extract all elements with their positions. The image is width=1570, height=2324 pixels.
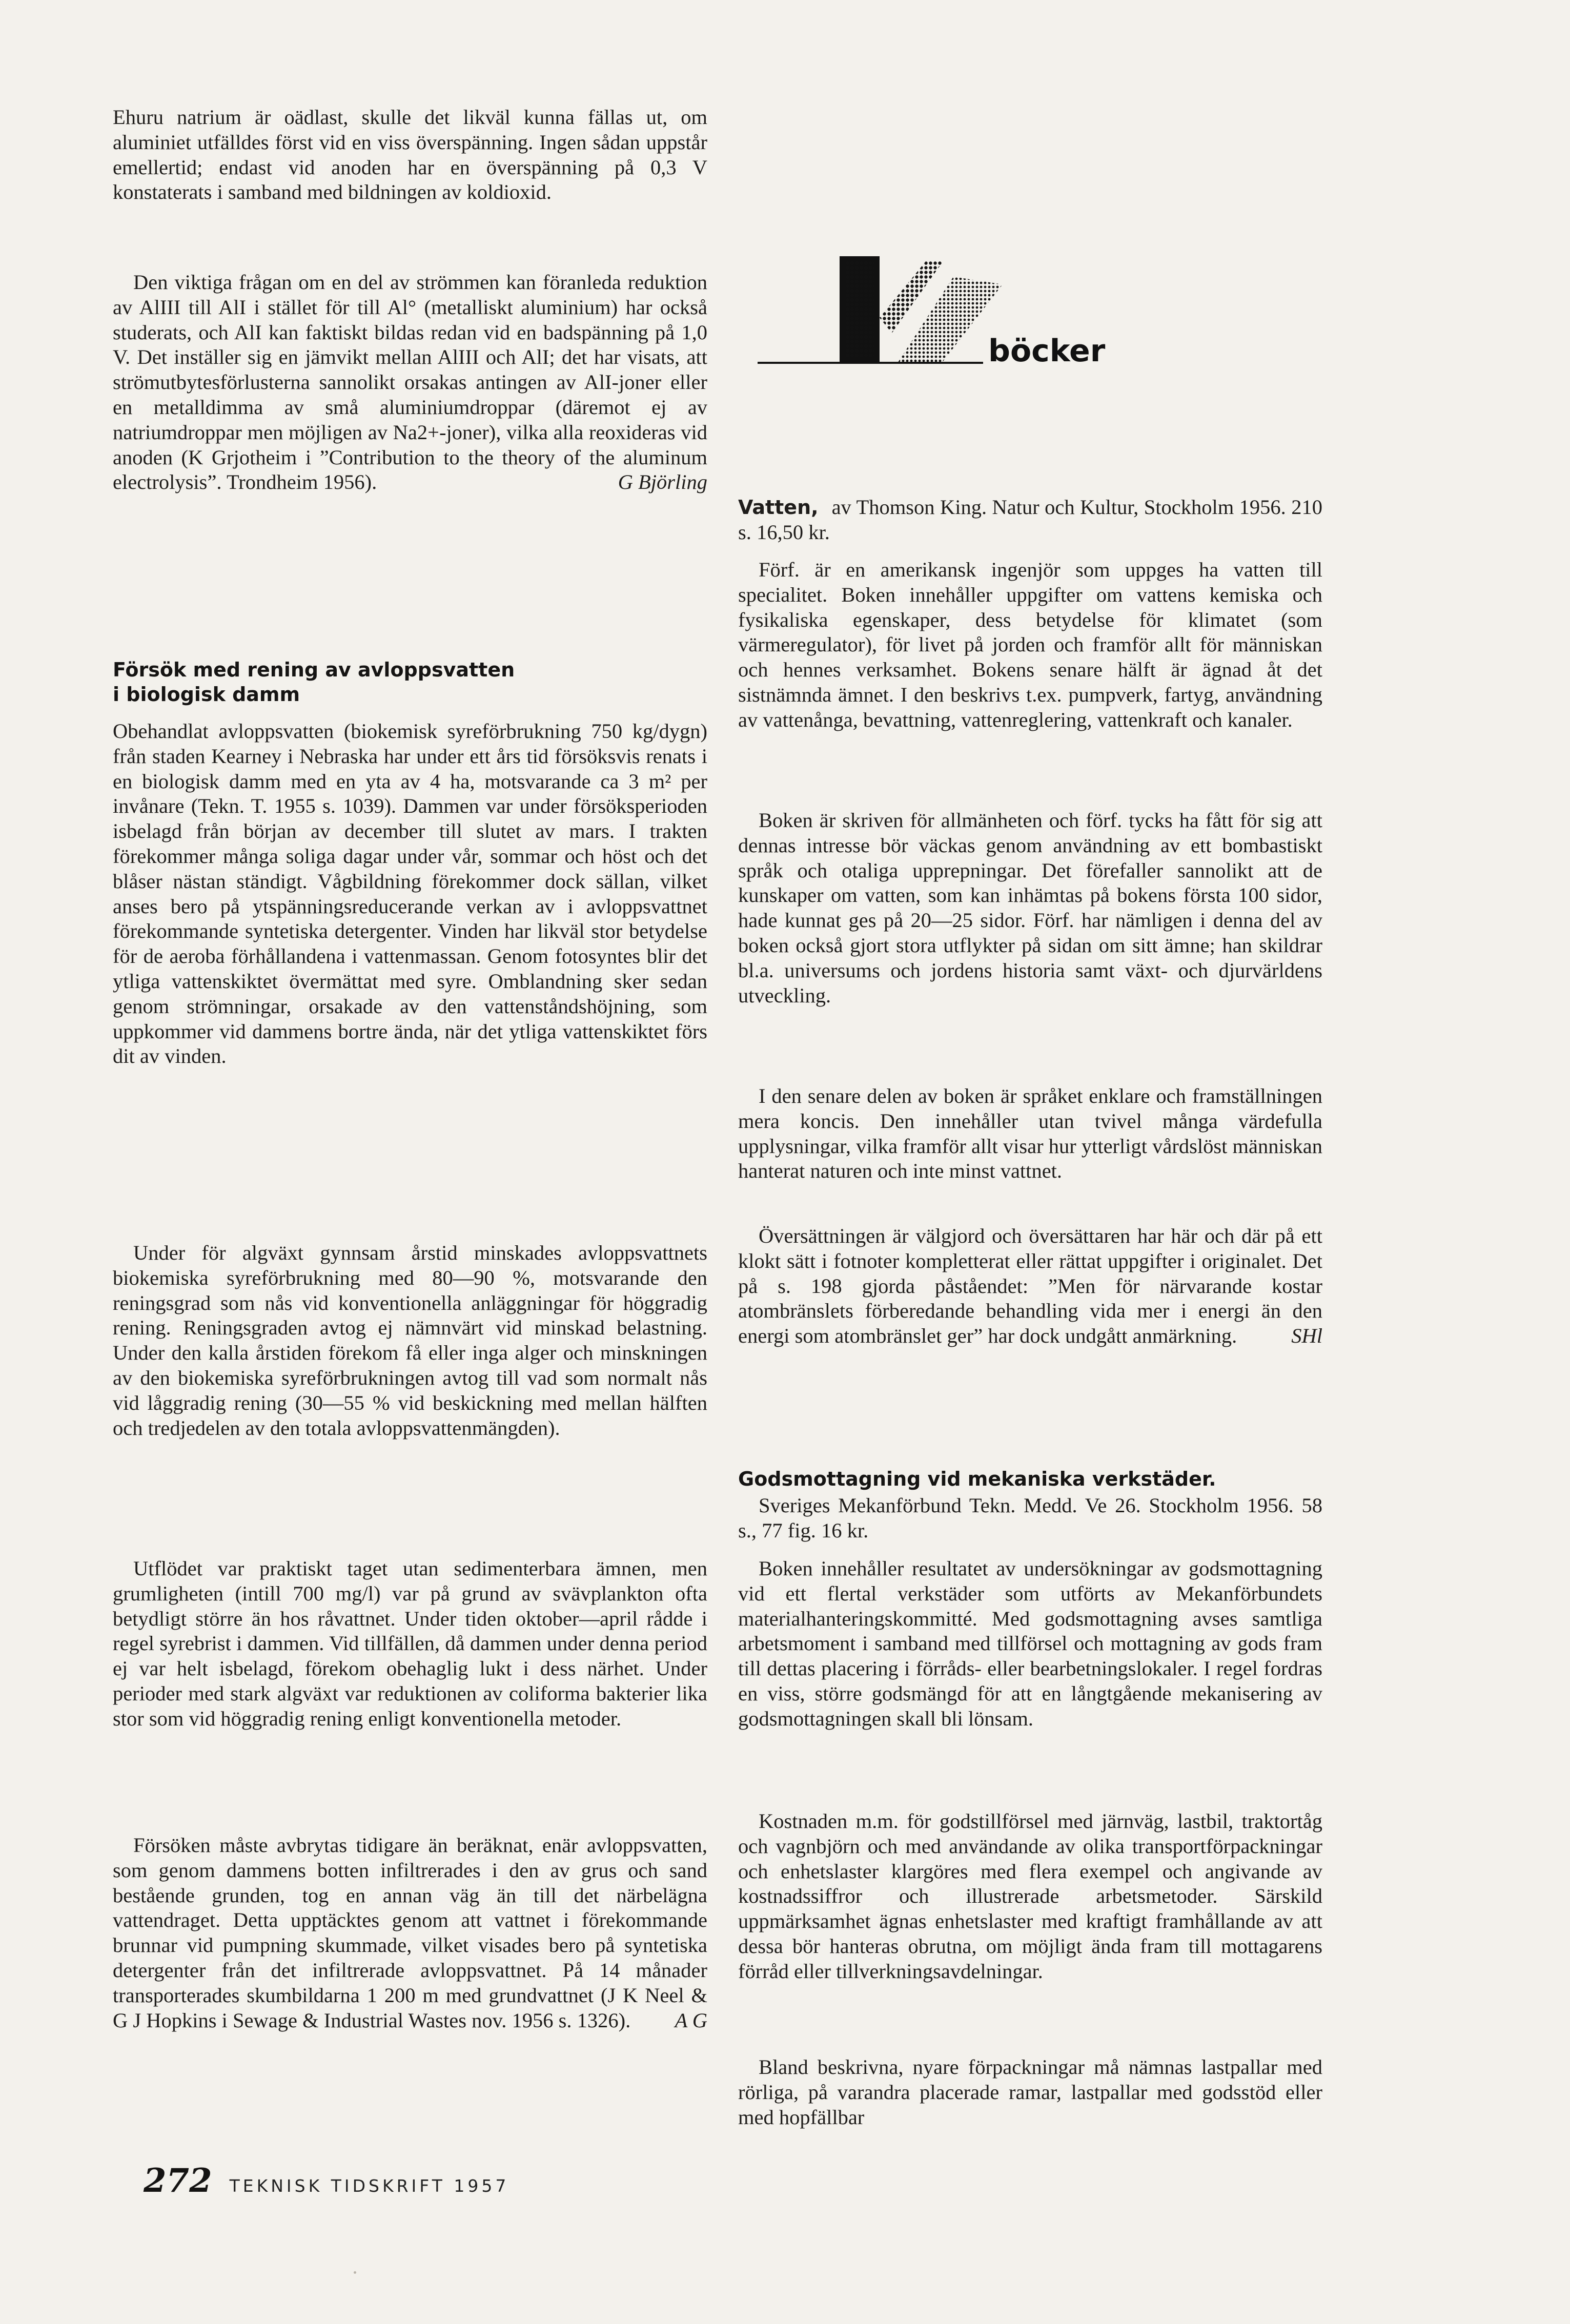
page-footer <box>144 2162 509 2200</box>
book1-paragraph-4 <box>738 1224 1322 1349</box>
paper-speck <box>354 2271 356 2274</box>
intro-paragraph-2-text: Den viktiga frågan om en del av strömmen kan föranleda reduktion av AlIII till AlI i stället för till Al° (metalliskt aluminium) har också studerats, och AlI kan faktiskt bildas redan vid en badspänning på 1,0 V. Det inställer sig en jämvikt mellan AlIII och AlI; det har visats, att strömutbytesförlusterna sannolikt orsakas antingen av AlI-joner eller en metalldimma av små aluminiumdroppar (däremot ej av natriumdroppar men möjligen av Na2+-joner), vilka alla reoxideras vid anoden (K Grjotheim i ”Contribution to the theory of the aluminum electrolysis”. Trondheim 1956). <box>113 271 707 494</box>
journal-name: TEKNISK TIDSKRIFT 1957 <box>229 2176 509 2196</box>
article-paragraph-2: Under för algväxt gynnsam årstid minskades avloppsvattnets biokemiska syreförbrukning med 80—90 %, motsvarande den reningsgrad som nås vid konventionella anläggningar för höggradig rening. Reningsgraden avtog ej nämnvärt vid minskad belastning. Under den kalla årstiden förekom få eller inga alger och minskningen av den biokemiska syreförbrukningen avtog till vad som normalt nås vid låggradig rening (30—55 % vid beskickning med mellan hälften och tredjedelen av den totala avloppsvattenmängden). <box>113 1241 707 1439</box>
article-heading <box>113 657 515 707</box>
article-paragraph-3: Utflödet var praktiskt taget utan sedimenterbara ämnen, men grumligheten (intill 700 mg/l) var på grund av svävplankton ofta betydligt större än hos råvattnet. Under tiden oktober—april rådde i regel syrebrist i dammen. Vid tillfällen, då dammen under denna period ej var helt isbelagd, förekom obehaglig lukt i dess närhet. Under perioder med stark algväxt var reduktionen av coliforma bakterier lika stor som vid höggradig rening enligt konventionella metoder. <box>113 1557 707 1730</box>
book1-title: Vatten, <box>738 496 819 519</box>
book1-paragraph-1: Förf. är en amerikansk ingenjör som uppges ha vatten till specialitet. Boken innehåller uppgifter om vattens kemiska och fysikaliska egenskaper, dess betydelse för klimatet (som värmeregulator), för livet på jorden och framför allt för människan och hennes verksamhet. Bokens senare hälft är ägnad åt det sistnämnda ämnet. I den beskrivs t.ex. pumpverk, fartyg, användning av vattenånga, bevattning, vattenreglering, vattenkraft och kanaler. <box>738 558 1322 731</box>
book1-paragraph-2: Boken är skriven för allmänheten och förf. tycks ha fått för sig att dennas intresse bör väckas genom användning av ett bombastiskt språk och otaliga upprepningar. Det förefaller sannolikt att de kunskaper om vatten, som kan inhämtas på bokens första 100 sidor, hade kunnat ges på 20—25 sidor. Förf. har nämligen i denna del av boken också gjort stora utflykter på sidan om sitt ämne; han skildrar bl.a. universums och jordens historia samt växt- och djurvärldens utveckling. <box>738 809 1322 1007</box>
book2-paragraph-2: Kostnaden m.m. för godstillförsel med järnväg, lastbil, traktortåg och vagnbjörn och med användande av olika transportförpackningar och enhetslaster klargöres med flera exempel och angivande av kostnadssiffror och illustrerade arbetsmetoder. Särskild uppmärksamhet ägnas enhetslaster med kraftigt framhållande av att dessa bör hanteras obrutna, om möjligt ända fram till mottagarens förråd eller tillverkningsavdelningar. <box>738 1809 1322 1983</box>
book1-entry-header <box>738 495 1322 545</box>
intro-paragraph-2 <box>113 270 707 495</box>
book2-title: Godsmottagning vid mekaniska verkstäder. <box>738 1468 1216 1490</box>
book2-meta: Sveriges Mekanförbund Tekn. Medd. Ve 26. Stockholm 1956. 58 s., 77 fig. 16 kr. <box>738 1494 1322 1542</box>
page-number: 272 <box>144 2162 212 2200</box>
bocker-section-logo <box>758 256 1147 374</box>
bocker-label: böcker <box>988 333 1106 369</box>
book1-paragraph-3: I den senare delen av boken är språket enklare och framställningen mera koncis. Den innehåller utan tvivel många värdefulla upplysningar, vilka framför allt visar hur ytterligt vårdslöst människan hanterat naturen och inte minst vattnet. <box>738 1084 1323 1183</box>
intro-paragraph-1: Ehuru natrium är oädlast, skulle det likväl kunna fällas ut, om aluminiet utfälldes först vid en viss överspänning. Ingen sådan uppstår emellertid; endast vid anoden har en överspänning på 0,3 V konstaterats i samband med bildningen av koldioxid. <box>113 106 707 204</box>
intro-signature: G Björling <box>618 470 707 494</box>
article-signature: A G <box>675 2008 707 2032</box>
article-paragraph-4-text: Försöken måste avbrytas tidigare än beräknat, enär avloppsvatten, som genom dammens botten infiltrerades i den av grus och sand bestående grunden, tog en annan väg än till det närbelägna vattendraget. Detta upptäcktes genom att vattnet i förekommande brunnar vid pumpning skummade, vilket visades bero på syntetiska detergenter från det infiltrerade avloppsvattnet. På 14 månader transporterades skumbildarna 1 200 m med grundvattnet (J K Neel & G J Hopkins i Sewage & Industrial Wastes nov. 1956 s. 1326). <box>113 1834 707 2032</box>
article-paragraph-1: Obehandlat avloppsvatten (biokemisk syreförbrukning 750 kg/dygn) från staden Kearney i Nebraska har under ett års tid försöksvis renats i en biologisk damm med en yta av 4 ha, motsvarande ca 3 m² per invånare (Tekn. T. 1955 s. 1039). Dammen var under försöksperioden isbelagd från början av december till slutet av mars. I trakten förekommer många soliga dagar under vår, sommar och höst och det blåser nästan ständigt. Vågbildning förekommer dock sällan, vilket anses bero på ytspänningsreducerande verkan av i avloppsvattnet förekommande syntetiska detergenter. Vinden har likväl stor betydelse för de aeroba förhållandena i vattenmassan. Genom fotosyntes blir det ytliga vattenskiktet övermättat med syre. Omblandning sker sedan genom strömningar, orsakade av den vattenståndshöjning, som uppkommer vid dammens bortre ända, när det ytliga vattenskiktet förs dit av vinden. <box>113 719 707 1068</box>
book1-meta: av Thomson King. Natur och Kultur, Stockholm 1956. 210 s. 16,50 kr. <box>738 496 1322 544</box>
book1-signature: SHl <box>1291 1324 1322 1348</box>
book1-paragraph-4-text: Översättningen är välgjord och översättaren har här och där på ett klokt sätt i fotnoter kompletterat eller rättat uppgifter i originalet. Det på s. 198 gjorda påståendet: ”Men för närvarande kostar atombränslets förberedande behandling vida mer i energi än den energi som atombränslet ger” har dock undgått anmärkning. <box>738 1224 1322 1348</box>
book2-paragraph-3: Bland beskrivna, nyare förpackningar må nämnas lastpallar med rörliga, på varandra placerade ramar, lastpallar med godsstöd eller med hopfällbar <box>738 2055 1322 2129</box>
article-heading-line-2: i biologisk damm <box>113 683 300 706</box>
article-heading-line-1: Försök med rening av avloppsvatten <box>113 659 515 681</box>
article-paragraph-4 <box>113 1833 707 2033</box>
book2-paragraph-1: Boken innehåller resultatet av undersökningar av godsmottagning vid ett flertal verkstäder som utförts av Mekanförbundets materialhanteringskommitté. Med godsmottagning avses samtliga arbetsmoment i samband med tillförsel och mottagning av gods fram till dettas placering i förråds- eller bearbetningslokaler. I regel fordras en viss, större godsmängd för att en långtgående mekanisering av godsmottagningen skall bli lönsam. <box>738 1557 1322 1730</box>
